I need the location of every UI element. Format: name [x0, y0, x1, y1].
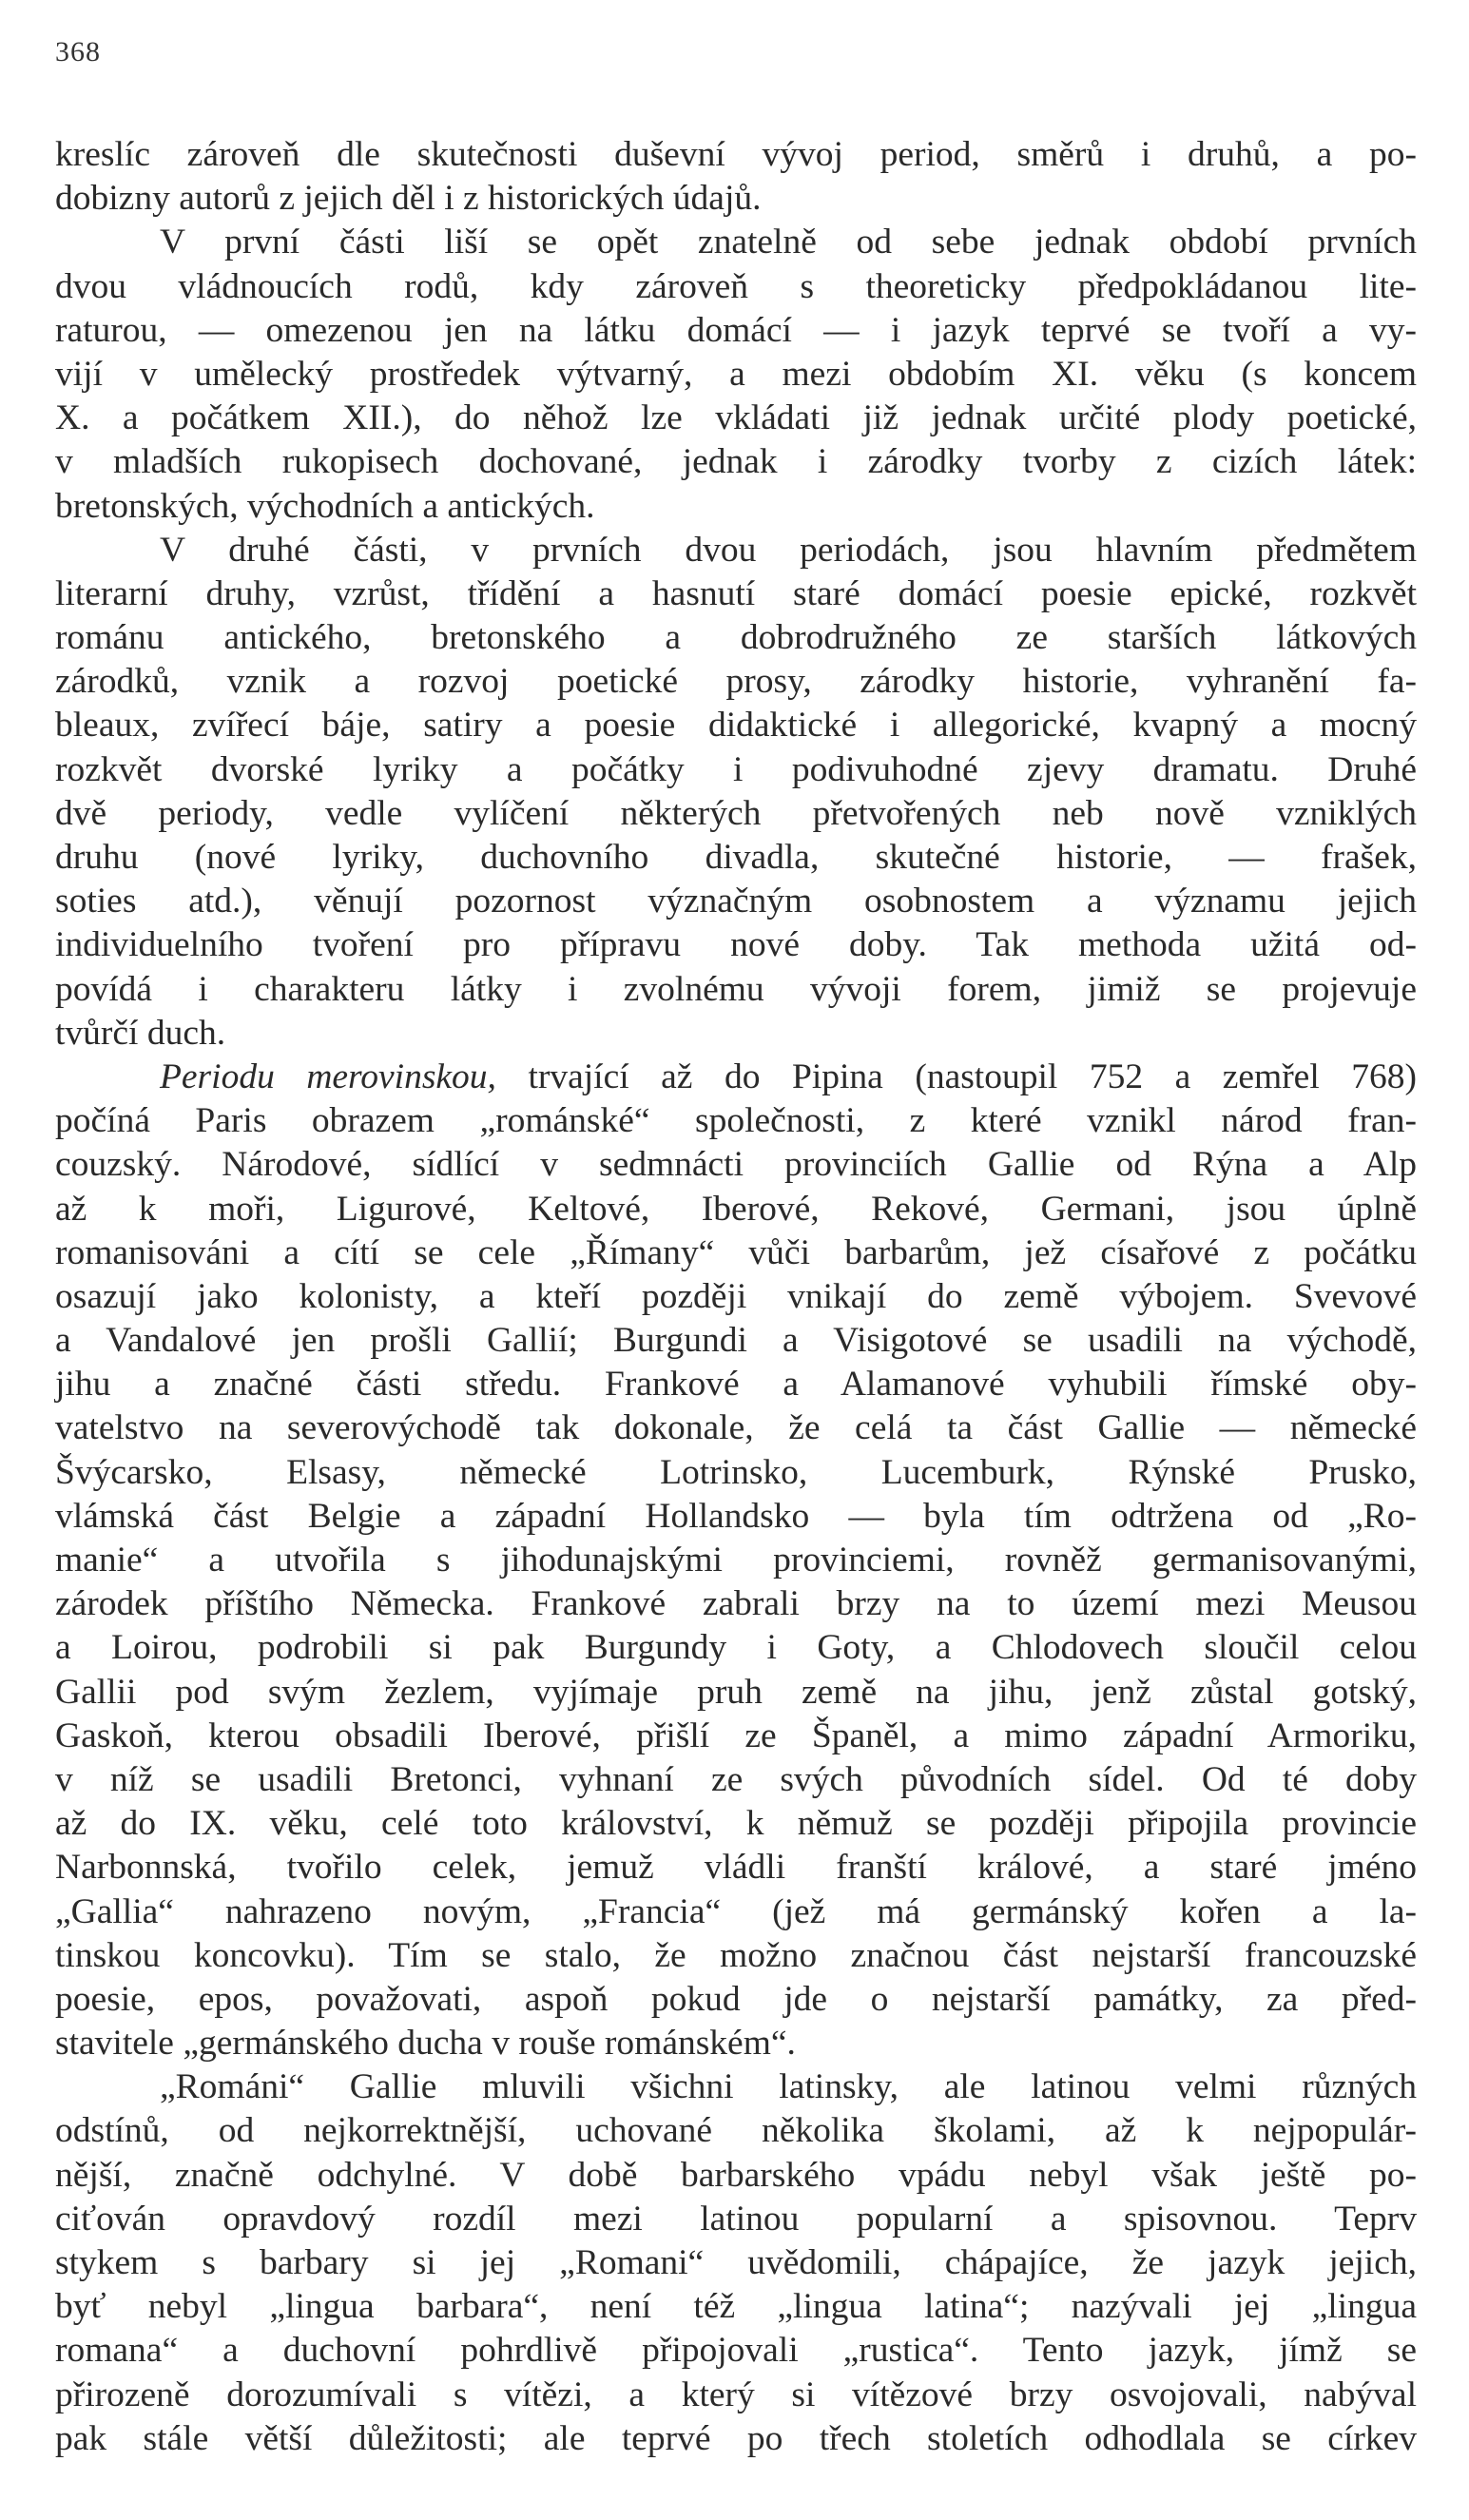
paragraph	[55, 2065, 1417, 2461]
text-line: vlámská část Belgie a západní Hollandsko — byla tím odtržena od „Ro-	[55, 1496, 1417, 1536]
text-line: dobizny autorů z jejich děl i z historických údajů.	[55, 179, 762, 219]
text-line: až k moři, Ligurové, Keltové, Iberové, Rekové, Germani, jsou úplně	[55, 1189, 1417, 1229]
text-line: a Vandalové jen prošli Gallií; Burgundi a Visigotové se usadili na východě,	[55, 1321, 1417, 1361]
text-line: druhu (nové lyriky, duchovního divadla, skutečné historie, — frašek,	[55, 838, 1417, 877]
text-line: Švýcarsko, Elsasy, německé Lotrinsko, Lucemburk, Rýnské Prusko,	[55, 1452, 1417, 1492]
text-line: stykem s barbary si jej „Romani“ uvědomili, chápajíce, že jazyk jejich,	[55, 2243, 1417, 2282]
text-line: „Gallia“ nahrazeno novým, „Francia“ (jež má germánský kořen a la-	[55, 1891, 1417, 1931]
text-line: Narbonnská, tvořilo celek, jemuž vládli franští králové, a staré jméno	[55, 1848, 1417, 1888]
text-line: V první části liší se opět znatelně od sebe jednak období prvních	[160, 223, 1417, 262]
text-line: Gallii pod svým žezlem, vyjímaje pruh země na jihu, jenž zůstal gotský,	[55, 1672, 1417, 1712]
text-line: ciťován opravdový rozdíl mezi latinou popularní a spisovnou. Teprv	[55, 2199, 1417, 2239]
text-line: romana“ a duchovní pohrdlivě připojovali „rustica“. Tento jazyk, jímž se	[55, 2331, 1417, 2371]
text-line: osazují jako kolonisty, a kteří později vnikají do země výbojem. Svevové	[55, 1276, 1417, 1316]
text-line: Gaskoň, kterou obsadili Iberové, přišlí ze Španěl, a mimo západní Armoriku,	[55, 1716, 1417, 1755]
text-line: vatelstvo na severovýchodě tak dokonale, že celá ta část Gallie — německé	[55, 1408, 1417, 1448]
text-line: literarní druhy, vzrůst, třídění a hasnutí staré domácí poesie epické, rozkvět	[55, 573, 1417, 613]
text-line: byť nebyl „lingua barbara“, není též „lingua latina“; nazývali jej „lingua	[55, 2287, 1417, 2327]
text-line: poesie, epos, považovati, aspoň pokud jde o nejstarší památky, za před-	[55, 1979, 1417, 2019]
text-line: stavitele „germánského ducha v rouše románském“.	[55, 2024, 796, 2064]
text-line: zárodků, vznik a rozvoj poetické prosy, zárodky historie, vyhranění fa-	[55, 662, 1417, 702]
paragraph	[55, 221, 1417, 528]
text-line: nější, značně odchylné. V době barbarského vpádu nebyl však ještě po-	[55, 2155, 1417, 2195]
text-line: bleaux, zvířecí báje, satiry a poesie didaktické i allegorické, kvapný a mocný	[55, 706, 1417, 746]
text-line: V druhé části, v prvních dvou periodách, jsou hlavním předmětem	[160, 530, 1417, 570]
text-line: soties atd.), věnují pozornost význačným osobnostem a významu jejich	[55, 882, 1417, 921]
text-line	[55, 1056, 1417, 1099]
text-line: počíná Paris obrazem „románské“ společnosti, z které vznikl národ fran-	[55, 1101, 1417, 1141]
text-line: individuelního tvoření pro přípravu nové doby. Tak methoda užitá od-	[55, 925, 1417, 965]
text-line: tinskou koncovku). Tím se stalo, že možno značnou část nejstarší francouzské	[55, 1935, 1417, 1975]
text-line: a Loirou, podrobili si pak Burgundy i Goty, a Chlodovech sloučil celou	[55, 1628, 1417, 1668]
paragraph	[55, 133, 1417, 221]
text-line: odstínů, od nejkorrektnější, uchované několika školami, až k nejpopulár-	[55, 2111, 1417, 2151]
text-line: rozkvět dvorské lyriky a počátky i podivuhodné zjevy dramatu. Druhé	[55, 749, 1417, 789]
text-line: románu antického, bretonského a dobrodružného ze starších látkových	[55, 618, 1417, 658]
paragraph	[55, 1056, 1417, 2065]
text-line: pak stále větší důležitosti; ale teprvé po třech stoletích odhodlala se církev	[55, 2418, 1417, 2458]
text-line: manie“ a utvořila s jihodunajskými provinciemi, rovněž germanisovanými,	[55, 1541, 1417, 1580]
text-line: v níž se usadili Bretonci, vyhnaní ze svých původních sídel. Od té doby	[55, 1759, 1417, 1799]
text-line: povídá i charakteru látky i zvolnému vývoji forem, jimiž se projevuje	[55, 969, 1417, 1009]
text-line: v mladších rukopisech dochované, jednak i zárodky tvorby z cizích látek:	[55, 442, 1417, 482]
text-line: couzský. Národové, sídlící v sedmnácti provinciích Gallie od Rýna a Alp	[55, 1145, 1417, 1185]
text-line: jihu a značné části středu. Frankové a Alamanové vyhubili římské oby-	[55, 1365, 1417, 1405]
text-line: X. a počátkem XII.), do něhož lze vkládati již jednak určité plody poetické,	[55, 398, 1417, 438]
paragraph	[55, 529, 1417, 1056]
text-line: dvě periody, vedle vylíčení některých přetvořených neb nově vzniklých	[55, 793, 1417, 833]
text-line: bretonských, východních a antických.	[55, 486, 595, 526]
text-line: dvou vládnoucích rodů, kdy zároveň s theoreticky předpokládanou lite-	[55, 266, 1417, 306]
text-run: trvající až do Pipina (nastoupil 752 a zemřel 768)	[495, 1056, 1417, 1096]
body-text	[55, 133, 1417, 2461]
page-number: 368	[55, 36, 101, 68]
text-line: vijí v umělecký prostředek výtvarný, a mezi obdobím XI. věku (s koncem	[55, 354, 1417, 394]
text-line: „Románi“ Gallie mluvili všichni latinsky, ale latinou velmi různých	[160, 2067, 1417, 2107]
text-line: raturou, — omezenou jen na látku domácí — i jazyk teprvé se tvoří a vy-	[55, 310, 1417, 350]
text-line: tvůrčí duch.	[55, 1013, 226, 1053]
text-line: přirozeně dorozumívali s vítězi, a který si vítězové brzy osvojovali, nabýval	[55, 2375, 1417, 2414]
text-line: zárodek příštího Německa. Frankové zabrali brzy na to území mezi Meusou	[55, 1584, 1417, 1624]
text-line: romanisováni a cítí se cele „Římany“ vůči barbarům, jež císařové z počátku	[55, 1232, 1417, 1272]
text-line: kreslíc zároveň dle skutečnosti duševní vývoj period, směrů i druhů, a po-	[55, 135, 1417, 174]
italic-lead: Periodu merovinskou,	[160, 1056, 496, 1096]
text-line: až do IX. věku, celé toto království, k němuž se později připojila provincie	[55, 1804, 1417, 1844]
